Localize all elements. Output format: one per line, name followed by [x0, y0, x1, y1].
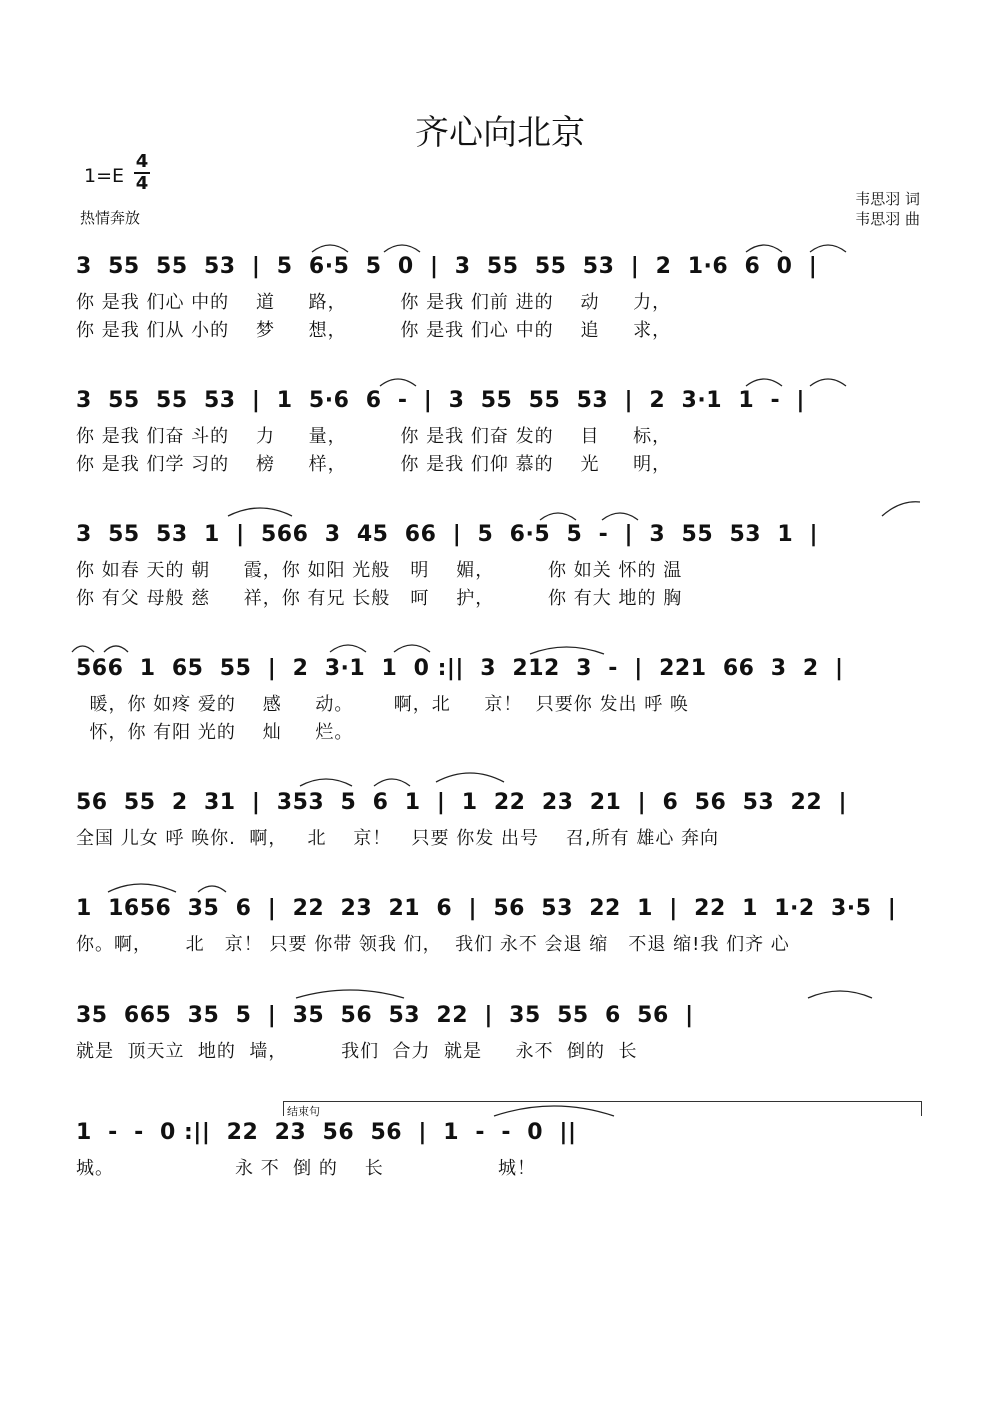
slur [494, 1106, 614, 1116]
slur [198, 886, 226, 892]
lyrics-verse-1: 你 是我 们心 中的 道 路， 你 是我 们前 进的 动 力， [76, 292, 672, 313]
song-title: 齐心向北京 [415, 113, 585, 153]
slur [394, 645, 430, 652]
slur [72, 646, 94, 652]
notes-line: 1 1656 35 6 | 22 23 21 6 | 56 53 22 1 | 22 1 1·2 3·5 | [76, 896, 897, 921]
notes-line: 3 55 55 53 | 1 5·6 6 - | 3 55 55 53 | 2 3·1 1 - | [76, 388, 805, 413]
lyrics-verse-2: 你 是我 们学 习的 榜 样， 你 是我 们仰 慕的 光 明， [76, 454, 672, 475]
slur [746, 379, 782, 386]
lyrics-verse-2: 你 是我 们从 小的 梦 想， 你 是我 们心 中的 追 求， [76, 320, 672, 341]
slur [228, 508, 292, 516]
slur [882, 502, 920, 516]
slur [104, 646, 128, 652]
slur [602, 513, 638, 520]
lyrics-verse-1: 城。 永 不 倒 的 长 城！ [76, 1158, 537, 1179]
notes-line: 3 55 55 53 | 5 6·5 5 0 | 3 55 55 53 | 2 1·6 6 0 | [76, 254, 818, 279]
slur [530, 647, 604, 654]
lyrics-verse-1: 全国 儿女 呼 唤你. 啊， 北 京！ 只要 你发 出号 召,所有 雄心 奔向 [76, 828, 720, 849]
notes-line: 3 55 53 1 | 566 3 45 66 | 5 6·5 5 - | 3 55 53 1 | [76, 522, 819, 547]
slur [296, 990, 404, 998]
key-signature: 1=E [84, 165, 125, 187]
ending-label: 结束句 [287, 1105, 320, 1118]
lyrics-verse-1: 你 是我 们奋 斗的 力 量， 你 是我 们奋 发的 目 标， [76, 426, 672, 447]
notes-line: 56 55 2 31 | 353 5 6 1 | 1 22 23 21 | 6 56 53 22 | [76, 790, 847, 815]
slur [810, 379, 846, 386]
slur [746, 245, 782, 252]
lyrics-verse-1: 你。啊， 北 京！ 只要 你带 领我 们， 我们 永不 会退 缩 不退 缩!我 们齐 心 [76, 934, 790, 955]
notes-line: 566 1 65 55 | 2 3·1 1 0 :|| 3 212 3 - | 221 66 3 2 | [76, 656, 844, 681]
composer-credit: 韦思羽 曲 [855, 210, 920, 228]
meter-top: 4 [135, 151, 149, 172]
slur [300, 779, 352, 786]
notes-line: 35 665 35 5 | 35 56 53 22 | 35 55 6 56 | [76, 1003, 694, 1028]
lyrics-verse-2: 你 有父 母般 慈 祥，你 有兄 长般 呵 护， 你 有大 地的 胸 [76, 588, 683, 609]
lyrics-verse-1: 你 如春 天的 朝 霞，你 如阳 光般 明 媚， 你 如关 怀的 温 [76, 560, 683, 581]
slur [808, 991, 872, 998]
meter-bottom: 4 [135, 173, 149, 194]
slur [540, 513, 576, 520]
lyrics-verse-2: 怀，你 有阳 光的 灿 烂。 [76, 722, 354, 743]
notes-line: 1 - - 0 :|| 22 23 56 56 | 1 - - 0 || [76, 1120, 577, 1145]
tempo-marking: 热情奔放 [80, 209, 141, 227]
slur [330, 645, 366, 652]
lyrics-verse-1: 暖，你 如疼 爱的 感 动。 啊，北 京！ 只要你 发出 呼 唤 [76, 694, 689, 715]
slur [108, 884, 176, 892]
slur [436, 773, 504, 782]
slur [380, 379, 416, 386]
slur [384, 245, 420, 252]
slur [374, 779, 410, 786]
slur [810, 245, 846, 252]
slur [312, 245, 348, 252]
lyricist-credit: 韦思羽 词 [855, 190, 920, 208]
lyrics-verse-1: 就是 顶天立 地的 墙， 我们 合力 就是 永不 倒的 长 [76, 1041, 638, 1062]
